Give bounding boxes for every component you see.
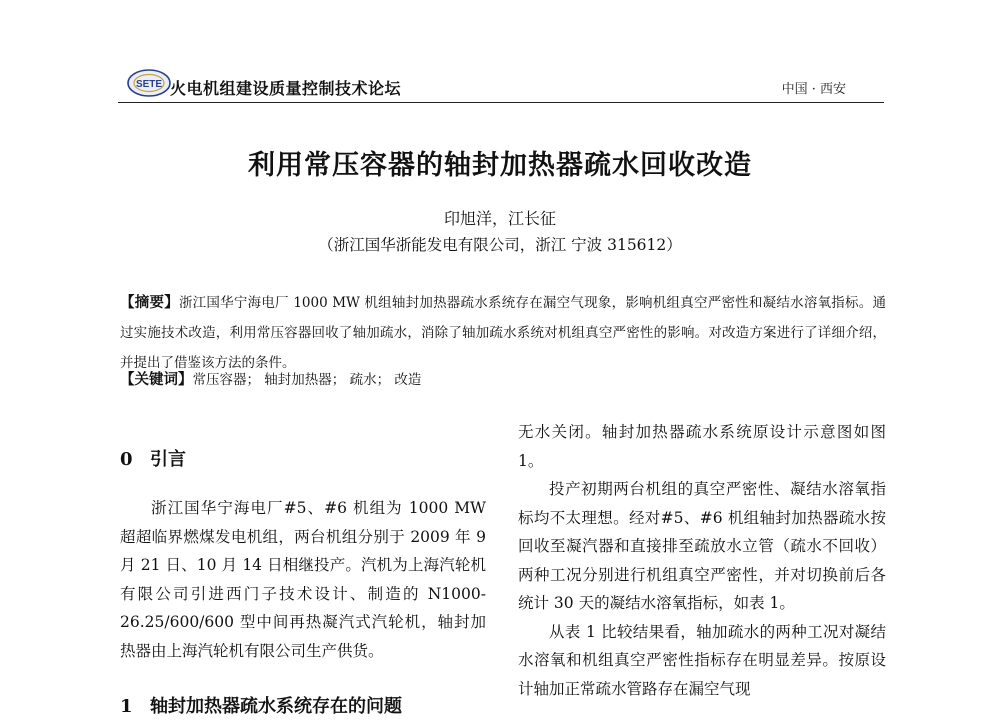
section-0-paragraph: 浙江国华宁海电厂#5、#6 机组为 1000 MW 超超临界燃煤发电机组，两台机组分别于 2009 年 9 月 21 日、10 月 14 日相继投产。汽机为上海汽轮机有限公司引进西门子技术设计、制造的 N1000-26.25/600/600 型中间再热凝汽式汽轮机，轴封加热器由上海汽轮机有限公司生产供货。 [120,499,486,660]
keywords-text: 常压容器； 轴封加热器； 疏水； 改造 [192,372,422,388]
paper-title: 利用常压容器的轴封加热器疏水回收改造 [248,150,752,181]
keywords-label: 【关键词】 [120,372,193,388]
right-paragraph-2: 从表 1 比较结果看，轴加疏水的两种工况对凝结水溶氧和机组真空严密性指标存在明显差异。按原设计轴加正常疏水管路存在漏空气现 [518,622,886,698]
right-paragraph-0: 无水关闭。轴封加热器疏水系统原设计示意图如图 1。 [518,423,886,470]
left-column [120,440,486,727]
header-rule [118,102,884,103]
abstract-label: 【摘要】 [120,295,179,311]
paper-authors: 印旭洋，江长征 [443,209,556,228]
abstract-text: 浙江国华宁海电厂 1000 MW 机组轴封加热器疏水系统存在漏空气现象，影响机组真空严密性和凝结水溶氧指标。通过实施技术改造，利用常压容器回收了轴加疏水，消除了轴加疏水系统对机组真空严密性的影响。对改造方案进行了详细介绍，并提出了借鉴该方法的条件。 [120,295,886,371]
logo-text: SETE [135,79,163,90]
section-1-number: 1 [120,696,133,717]
paper-affiliation: （浙江国华浙能发电有限公司，浙江 宁波 315612） [318,236,682,254]
right-paragraph-1: 投产初期两台机组的真空严密性、凝结水溶氧指标均不太理想。经对#5、#6 机组轴封加热器疏水按回收至凝汽器和直接排至疏放水立管（疏水不回收）两种工况分别进行机组真空严密性，并对切换前后各统计 30 天的凝结水溶氧指标，如表 1。 [518,480,886,612]
section-0-title: 引言 [150,449,186,470]
section-0-number: 0 [120,449,133,470]
forum-logo-icon [126,68,172,98]
forum-title: 火电机组建设质量控制技术论坛 [170,79,402,98]
abstract [120,288,886,378]
running-header [118,66,884,106]
keywords [120,366,886,394]
section-1-title: 轴封加热器疏水系统存在的问题 [150,696,402,717]
forum-location: 中国 · 西安 [781,82,846,97]
section-0-heading [120,440,486,480]
right-column [518,418,886,703]
section-1-heading [120,687,486,727]
